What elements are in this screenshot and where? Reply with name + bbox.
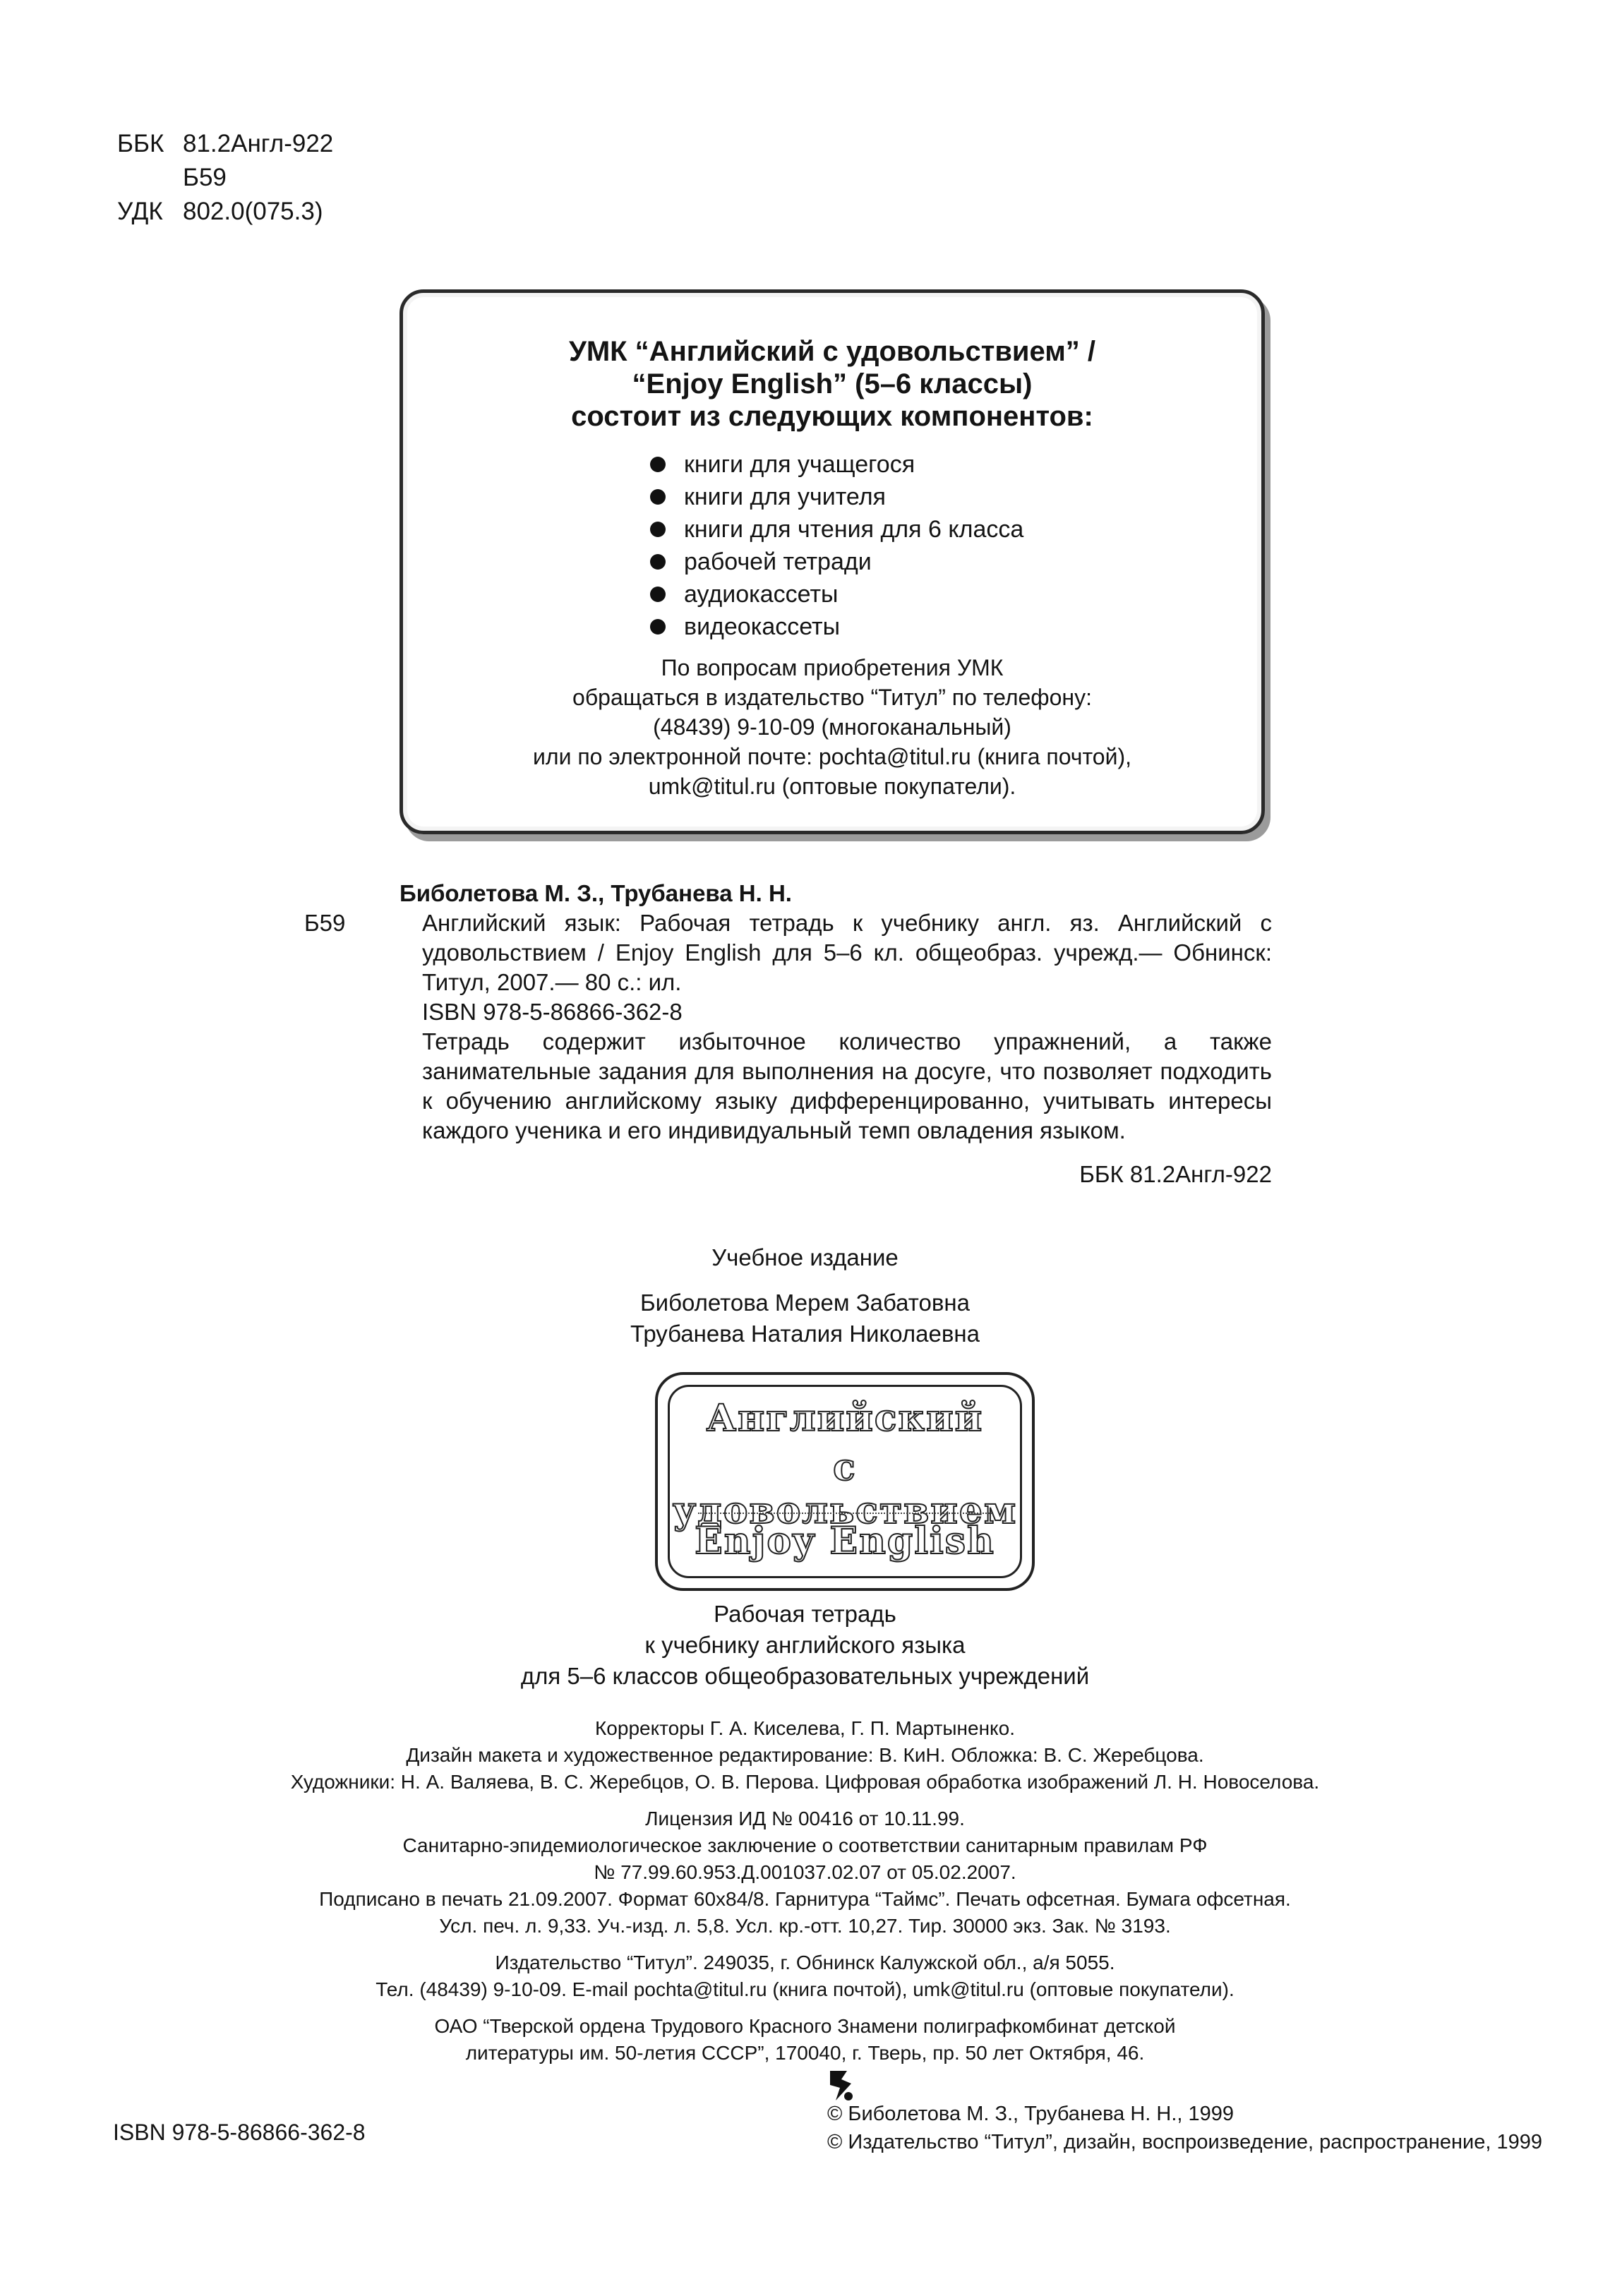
author-sign: Б59 <box>183 164 227 191</box>
print-data: Подписано в печать 21.09.2007. Формат 60х84/8. Гарнитура “Таймс”. Печать офсетная. Бумага офсетная. <box>319 1888 1291 1910</box>
printer-info: литературы им. 50-летия СССР”, 170040, г. Тверь, пр. 50 лет Октября, 46. <box>465 2042 1145 2064</box>
bibliography-description: Английский язык: Рабочая тетрадь к учебнику англ. яз. Английский с удовольствием / Enjoy English для 5–6 кл. общеобраз. учрежд.— Обнинск: Титул, 2007.— 80 с.: ил. <box>422 910 1272 995</box>
bibliography-code: Б59 <box>304 910 346 936</box>
classification-block <box>117 127 333 229</box>
bullet-icon <box>650 619 666 635</box>
umk-title: УМК “Английский с удовольствием” / “Enjoy English” (5–6 классы) состоит из следующих компонентов: <box>568 336 1096 432</box>
bbk-value: 81.2Англ-922 <box>183 130 334 157</box>
list-item: книги для чтения для 6 класса <box>650 513 1023 546</box>
isbn-bottom: ISBN 978-5-86866-362-8 <box>113 2120 366 2145</box>
umk-component-list <box>650 448 1023 643</box>
edition-info <box>0 1242 1610 1350</box>
artists-credits: Художники: Н. А. Валяева, В. С. Жеребцов, О. В. Перова. Цифровая обработка изображений Л. Н. Новоселова. <box>290 1771 1320 1793</box>
bibliographic-record <box>400 879 1272 1189</box>
logo-line-3: Enjoy English <box>695 1520 995 1563</box>
list-item: книги для учащегося <box>650 448 1023 481</box>
license: Лицензия ИД № 00416 от 10.11.99. <box>645 1808 965 1829</box>
bullet-icon <box>650 489 666 505</box>
copyright-publisher: © Издательство “Титул”, дизайн, воспроизведение, распространение, 1999 <box>827 2131 1542 2153</box>
sanitary-line: № 77.99.60.953.Д.001037.02.07 от 05.02.2007. <box>594 1861 1016 1883</box>
bibliography-bbk: ББК 81.2Англ-922 <box>1079 1161 1272 1187</box>
publisher-address: Издательство “Титул”. 249035, г. Обнинск Калужской обл., а/я 5055. <box>495 1952 1115 1973</box>
print-data: Усл. печ. л. 9,33. Уч.-изд. л. 5,8. Усл. кр.-отт. 10,27. Тир. 30000 экз. Зак. № 3193. <box>439 1915 1171 1937</box>
umk-contact-info: По вопросам приобретения УМК обращаться в издательство “Титул” по телефону: (48439) 9-10-09 (многоканальный) или по электронной почте: pochta@titul.ru (книга почтой), umk@titul.ru (оптовые покупатели). <box>533 655 1131 799</box>
umk-components-box <box>400 289 1265 834</box>
bullet-icon <box>650 457 666 472</box>
edition-type: Учебное издание <box>711 1244 899 1270</box>
bullet-icon <box>650 587 666 602</box>
printer-info: ОАО “Тверской ордена Трудового Красного Знамени полиграфкомбинат детской <box>434 2015 1176 2037</box>
imprint-block <box>0 1715 1610 2067</box>
list-item: аудиокассеты <box>650 578 1023 611</box>
correctors: Корректоры Г. А. Киселева, Г. П. Мартыненко. <box>595 1717 1015 1739</box>
author-full-name: Трубанева Наталия Николаевна <box>630 1321 980 1347</box>
udk-label: УДК <box>117 198 163 225</box>
sanitary-line: Санитарно-эпидемиологическое заключение о соответствии санитарным правилам РФ <box>402 1834 1208 1856</box>
bbk-label: ББК <box>117 130 164 157</box>
copyright-authors: © Биболетова М. З., Трубанева Н. Н., 1999 <box>827 2103 1234 2125</box>
bibliography-authors: Биболетова М. З., Трубанева Н. Н. <box>400 880 792 906</box>
publisher-contacts: Тел. (48439) 9-10-09. E-mail pochta@titul.ru (книга почтой), umk@titul.ru (оптовые покупатели). <box>376 1978 1234 2000</box>
logo-line-2: с удовольствием <box>672 1446 1018 1532</box>
list-item: рабочей тетради <box>650 546 1023 578</box>
bibliography-isbn: ISBN 978-5-86866-362-8 <box>422 999 683 1025</box>
bullet-icon <box>650 554 666 570</box>
author-full-name: Биболетова Мерем Забатовна <box>640 1290 970 1316</box>
workbook-subtitle: Рабочая тетрадь к учебнику английского языка для 5–6 классов общеобразовательных учреждений <box>520 1601 1090 1689</box>
logo-line-1: Английский <box>706 1397 984 1440</box>
copyright-block <box>827 2100 1542 2156</box>
list-item: видеокассеты <box>650 611 1023 643</box>
bibliography-annotation: Тетрадь содержит избыточное количество упражнений, а также занимательные задания для выполнения на досуге, что позволяет подходить к обучению английскому языку дифференцированно, учитывать интересы каждого ученика и его индивидуальный темп овладения языком. <box>422 1028 1272 1143</box>
series-logo <box>655 1372 1035 1591</box>
design-credits: Дизайн макета и художественное редактирование: В. КиН. Обложка: В. С. Жеребцова. <box>406 1744 1204 1766</box>
udk-value: 802.0(075.3) <box>183 198 323 225</box>
bullet-icon <box>650 522 666 537</box>
list-item: книги для учителя <box>650 481 1023 513</box>
